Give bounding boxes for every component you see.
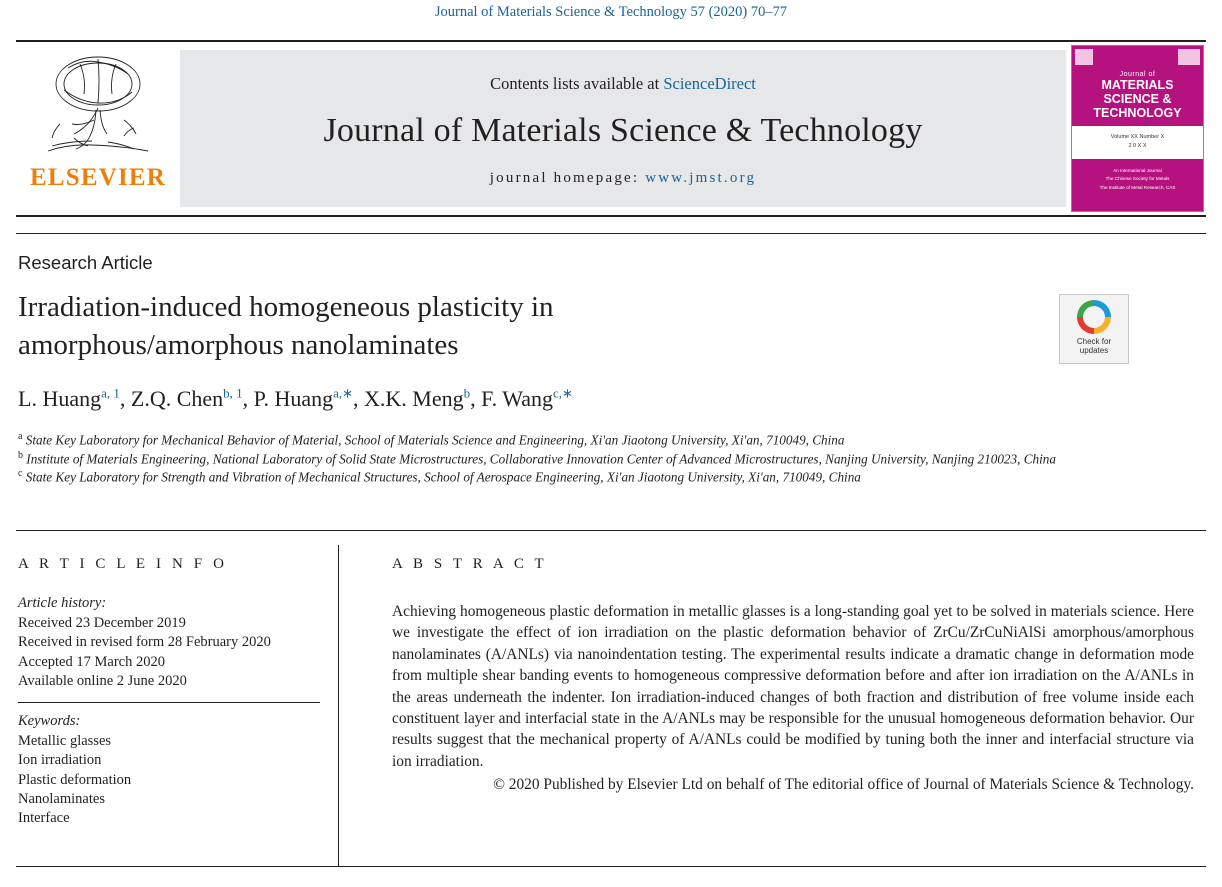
cover-line2: MATERIALS [1101,78,1174,92]
elsevier-wordmark: ELSEVIER [29,164,167,191]
article-type-label: Research Article [18,252,153,273]
article-history-label: Article history: [18,595,107,611]
cover-title-block [1072,68,1203,126]
info-separator-rule [18,702,320,703]
cover-line1: Journal of [1119,71,1156,78]
affiliation-text: State Key Laboratory for Strength and Vibration of Mechanical Structures, School of Aerospace Engineering, Xi'an Jiaotong University, Xi'an, 710049, China [25,469,861,485]
title-line-2: amorphous/amorphous nanolaminates [18,329,459,362]
elsevier-logo [16,42,180,215]
affiliation-item [18,449,1068,468]
author-name: P. Huang [253,386,334,412]
info-top-rule [16,530,1206,531]
affiliation-text: Institute of Materials Engineering, National Laboratory of Solid State Microstructures, Collaborative Innovation Center of Advanced Microstructures, Nanjing University, Nanjing 210023, China [26,450,1056,466]
title-line-1: Irradiation-induced homogeneous plasticity in [18,291,554,323]
keyword-item: Nanolaminates [18,790,105,807]
cover-year: 2 0 X X [1128,143,1147,150]
cover-footer-1: An International Journal [1113,168,1162,173]
author-affil-marker[interactable]: a, 1 [101,386,120,401]
author-sep: , [353,386,365,412]
journal-cover-block [1066,42,1206,215]
cover-top-bar [1072,46,1203,68]
abstract-column [392,556,1194,796]
article-history-item: Received 23 December 2019 [18,615,186,631]
page-title [18,288,848,365]
article-info-heading: A R T I C L E I N F O [18,556,228,572]
journal-masthead [16,40,1206,217]
author-affil-marker[interactable]: b [463,386,471,401]
crossmark-ring-icon [1077,300,1111,334]
contents-prefix: Contents lists available at [490,74,664,93]
author-sep: , [242,386,254,412]
author-item [131,386,254,411]
author-item [364,386,481,411]
affiliation-marker: c [18,468,23,480]
affiliation-text: State Key Laboratory for Mechanical Behavior of Material, School of Materials Science and Engineering, Xi'an Jiaotong University, Xi'an, 710049, China [25,432,845,448]
article-history-item: Received in revised form 28 February 2020 [18,634,271,651]
cover-volume-block [1072,126,1203,155]
affiliation-list [18,430,1068,486]
article-info-column [18,556,318,829]
journal-homepage-link[interactable]: www.jmst.org [645,170,757,186]
affiliation-marker: a [18,431,23,442]
crossmark-badge[interactable] [1059,294,1129,364]
affiliation-marker: b [18,449,23,461]
keyword-item: Interface [18,810,70,827]
keyword-item: Ion irradiation [18,752,102,769]
contents-line [490,74,756,94]
elsevier-tree-icon [38,50,158,162]
homepage-label: journal homepage: [489,170,646,186]
author-sep: , [119,386,131,412]
keyword-item: Metallic glasses [18,732,112,749]
cover-footer-3: The Institute of Metal Research, CAS [1099,184,1176,190]
author-item [18,386,131,411]
journal-homepage-line [490,170,756,187]
author-affil-marker[interactable]: c,∗ [552,386,573,401]
keyword-item: Plastic deformation [18,771,132,788]
abstract-body: Achieving homogeneous plastic deformation in metallic glasses is a long-standing goal yet to be solved in materials science. Here we investigate the effect of ion irradiation on the plastic deformation behavior of ZrCu/ZrCuNiAlSi amorphous/amorphous nanolaminates (A/ANLs) via nanoindentation testing. The experimental results indicate a dramatic change in deformation mode from multiple shear banding events to homogeneous compressive deformation before and after ion irradiation on the A/ANLs in the areas underneath the indenter. Ion irradiation-induced changes of both fraction and distribution of free volume inside each constituent layer and interfacial state in the A/ANLs may be responsible for the unusual homogeneous deformation behavior. Our results suggest that the mechanical property of A/ANLs could be modified by tuning both the inner and interfacial structure via ion irradiation. [392,603,1194,770]
cover-footer-2: The Chinese Society for Metals [1105,176,1170,182]
author-name: X.K. Meng [364,386,464,412]
page-bottom-rule [16,866,1206,867]
column-divider [338,545,339,867]
author-item [481,386,573,411]
author-list [18,386,1018,412]
author-affil-marker[interactable]: a,∗ [333,386,354,401]
journal-cover-image [1071,45,1204,212]
author-name: L. Huang [18,386,102,412]
cover-volume: Volume XX Number X [1110,134,1165,140]
author-item [254,386,364,411]
sciencedirect-link[interactable]: ScienceDirect [663,74,756,93]
crossmark-label-line1: Check for [1076,337,1112,346]
abstract-heading: A B S T R A C T [392,556,548,572]
journal-band [180,50,1066,207]
journal-title: Journal of Materials Science & Technology [323,112,923,149]
masthead-bottom-rule [16,233,1206,234]
author-name: Z.Q. Chen [130,386,224,412]
keywords-label: Keywords: [18,712,81,729]
affiliation-item [18,467,1068,486]
crossmark-label [1077,337,1111,355]
author-affil-marker[interactable]: b, 1 [223,386,243,401]
author-name: F. Wang [481,386,553,412]
crossmark-label-line2: updates [1079,346,1109,356]
running-head: Journal of Materials Science & Technology 57 (2020) 70–77 [434,4,788,20]
cover-top-swatch-right [1178,49,1200,65]
cover-line3: SCIENCE & [1103,92,1172,106]
affiliation-item [18,430,1068,449]
article-history-item: Accepted 17 March 2020 [18,653,165,670]
cover-line4: TECHNOLOGY [1093,106,1182,120]
author-sep: , [470,386,482,412]
cover-top-swatch-left [1075,49,1093,65]
cover-footer-block [1072,159,1203,211]
copyright-line: © 2020 Published by Elsevier Ltd on behalf of The editorial office of Journal of Materials Science & Technology. [493,776,1194,794]
article-history-item: Available online 2 June 2020 [18,673,187,690]
